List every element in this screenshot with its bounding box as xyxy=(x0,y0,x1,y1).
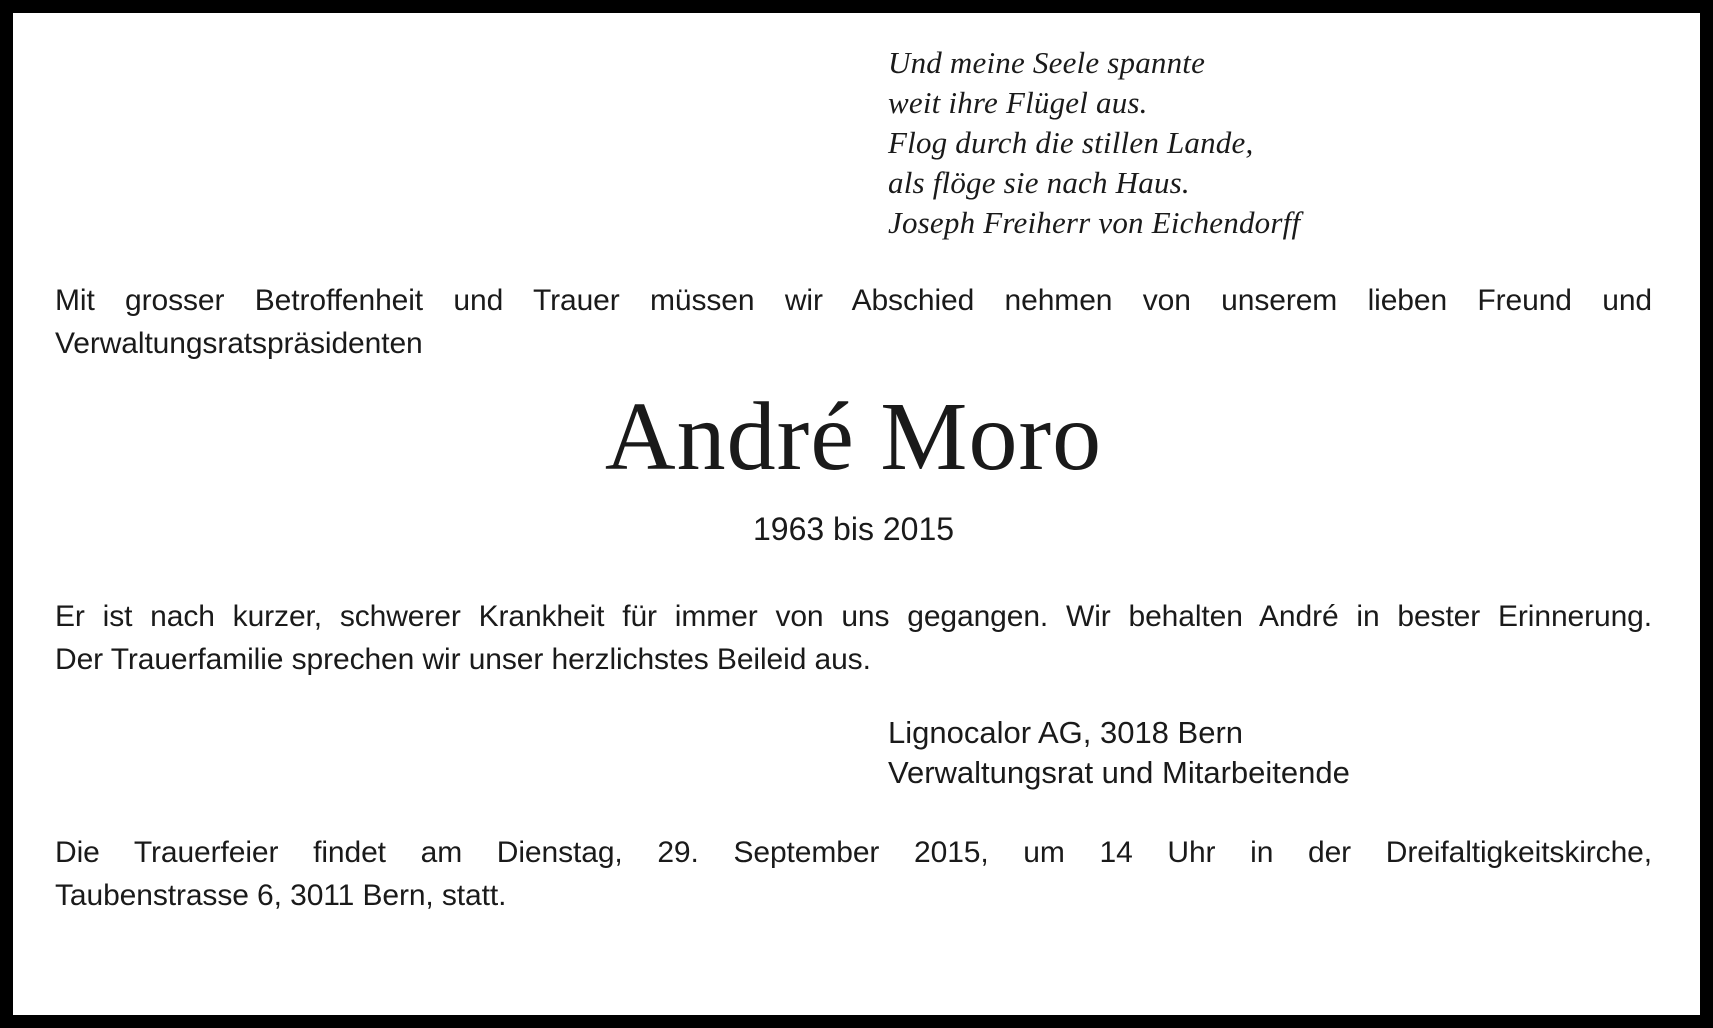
memorial-poem xyxy=(888,43,1652,243)
poem-line: Und meine Seele spannte xyxy=(888,45,1206,80)
poem-line: als flöge sie nach Haus. xyxy=(888,165,1190,200)
signature-role: Verwaltungsrat und Mitarbeitende xyxy=(888,755,1350,790)
condolence-paragraph xyxy=(55,595,1652,681)
life-years: 1963 bis 2015 xyxy=(752,511,955,547)
intro-paragraph xyxy=(55,279,1652,365)
poem-line: weit ihre Flügel aus. xyxy=(888,85,1148,120)
signature-block xyxy=(888,713,1652,793)
condolence-line: Er ist nach kurzer, schwerer Krankheit für immer von uns gegangen. Wir behalten André in bester Erinnerung. xyxy=(55,600,1652,633)
deceased-name: André Moro xyxy=(604,383,1103,491)
funeral-line: Die Trauerfeier findet am Dienstag, 29. September 2015, um 14 Uhr in der Dreifaltigkeitskirche, xyxy=(55,836,1652,869)
intro-line: Mit grosser Betroffenheit und Trauer müssen wir Abschied nehmen von unserem lieben Freund und xyxy=(55,284,1652,317)
signature-company: Lignocalor AG, 3018 Bern xyxy=(888,715,1244,750)
condolence-line: Der Trauerfamilie sprechen wir unser herzlichstes Beileid aus. xyxy=(55,643,871,676)
funeral-details-paragraph xyxy=(55,831,1652,917)
poem-line: Flog durch die stillen Lande, xyxy=(888,125,1254,160)
funeral-line: Taubenstrasse 6, 3011 Bern, statt. xyxy=(55,879,507,912)
poem-attribution: Joseph Freiherr von Eichendorff xyxy=(888,205,1301,240)
intro-line: Verwaltungsratspräsidenten xyxy=(55,327,423,360)
